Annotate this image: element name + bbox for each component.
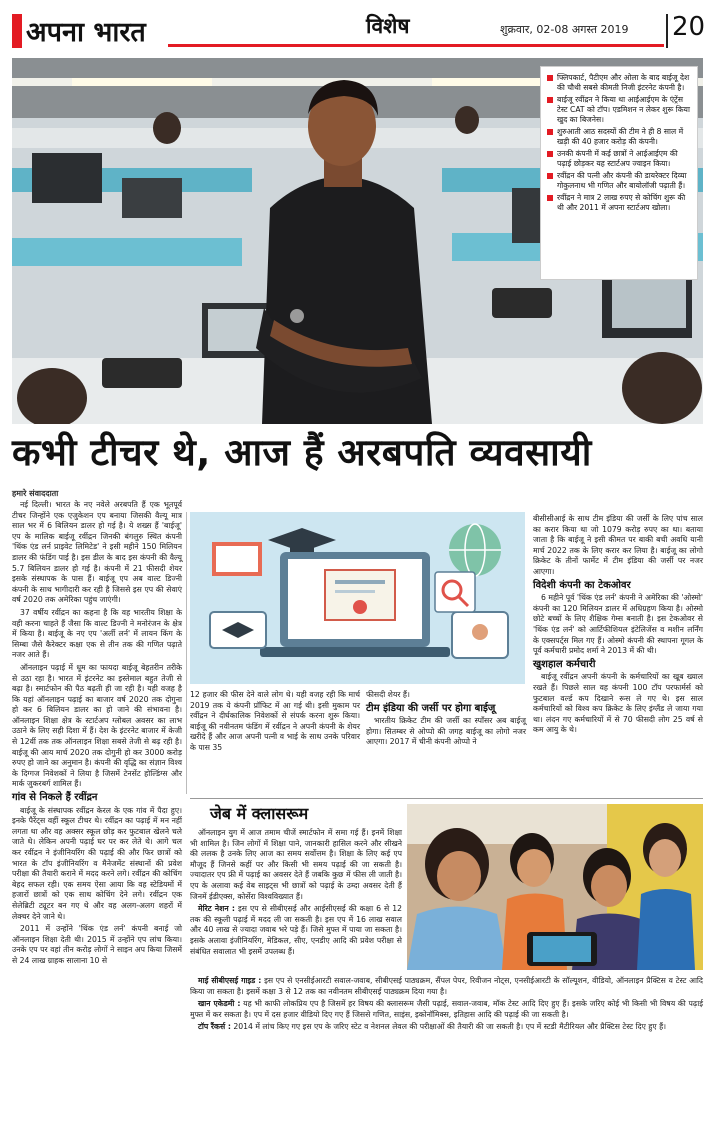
article-column-2b (366, 690, 526, 750)
app-name-label: टॉप रैंकर्स : (198, 1022, 231, 1032)
sidebar-story-column (190, 828, 402, 959)
paragraph: 37 वर्षीय रवींद्रन का कहना है कि वह भारतीय शिक्षा के वही करना चाहते हैं जैसा कि वाल्ट डिज्नी ने मनोरंजन के क्षेत्र में किया है। बाईजू के नए एप 'अर्ली लर्न' में लायन किंग के सिम्बा जैसे कैरेक्टर कक्षा एक से तीन तक की गणित पढ़ाते नजर आते हैं। (12, 607, 182, 660)
fact-item: उनकी कंपनी में कई छात्रों ने आईआईएम की पढ़ाई छोड़कर यह स्टार्टअप ज्वाइन किया। (547, 149, 691, 169)
brand-title: अपना भारत (26, 17, 146, 48)
paragraph: बीसीसीआई के साथ टीम इंडिया की जर्सी के लिए पांच साल का करार किया था जो 1079 करोड़ रुपए का था। बताया जाता है कि बाईजू ने इसी कीमत पर बाकी बची अवधि यानी मार्च 2022 तक के लिए करार कर लिया है। बाईजू का लोगो क्रिकेट के तीनों फार्मेट में टीम इंडिया की जर्सी पर नजर आएगा। (533, 514, 703, 576)
column-divider (186, 512, 187, 794)
facts-list (547, 73, 691, 213)
paragraph: फीसदी शेयर हैं। (366, 690, 410, 699)
fact-item: बाईजू रवींद्रन ने किया था आईआईएम के एंट्रेंस टेस्ट CAT को टॉप। एडमिशन न लेकर शुरू किया खुद का बिजनेस। (547, 95, 691, 125)
paragraph (190, 999, 703, 1020)
article-column-3 (533, 514, 703, 738)
fact-item: रवींद्रन ने मात्र 2 लाख रुपए से कोचिंग शुरू की थी और 2011 में अपना स्टार्टअप खोला। (547, 193, 691, 213)
certificate-icon (325, 570, 395, 620)
fact-item: रवींद्रन की पत्नी और कंपनी की डायरेक्टर दिव्या गोकुलनाथ भी गणित और बायोलॉजी पढ़ाती हैं। (547, 171, 691, 191)
subheading: खुशहाल कर्मचारी (533, 658, 596, 670)
subheading: गांव से निकले हैं रवींद्रन (12, 792, 98, 804)
paragraph: बाईजू के संस्थापक रवींद्रन केरल के एक गांव में पैदा हुए। इनके पैरेंट्स वहीं स्कूल टीचर थे। रवींद्रन का पढ़ाई में मन नहीं लगता था और वह अक्सर स्कूल छोड़ कर फुटबाल खेलने चले जाते थे। लेकिन अपनी पढ़ाई घर पर कर लेते थे। आगे चल कर रवींद्रन ने इंजीनियरिंग की पढ़ाई की और फिर छात्रों को भारत के टॉप इंजीनियरिंग व मैनेजमेंट संस्थानों की प्रवेश परीक्षा की तैयारी कराने में मदद करने लगे। रवींद्रन की कोचिंग बेहद सफल रही। एक समय ऐसा आया कि वह स्टेडियमों में हजारों छात्रों को एक साथ कोचिंग देने लगे। रवींद्रन एक सेलेब्रिटी ट्यूटर बन गए थे और वह अलग-अलग शहरों में लेक्चर देने जाने थे। (12, 805, 182, 921)
app-description: यह भी काफी लोकप्रिय एप है जिसमें हर विषय की क्लासरूम जैसी पढ़ाई, सवाल-जवाब, मॉक टेस्ट आदि दिए हुए हैं। इसके जरिए कोई भी किसी भी विषय की पढ़ाई मुफ्त में कर सकता है। एप में दस हजार वीडियो दिए गए हैं जिससे गणित, साइंस, इकोनॉमिक्स, इतिहास आदि की पढ़ाई की जा सकती है। (190, 999, 703, 1019)
section-title: विशेष (366, 13, 410, 38)
brand-red-bar (12, 14, 22, 48)
tablet-icon (452, 612, 508, 658)
sidebar-story-title: जेब में क्लासरूम (210, 804, 309, 823)
header-rule (168, 44, 664, 47)
app-description: 2014 में लांच किए गए इस एप के जरिए स्टेट व नेशनल लेवल की परीक्षाओं की तैयारी की जा सकती है। एप में स्टडी मैटीरियल और प्रैक्टिस टेस्ट दिए हुए हैं। (230, 1022, 667, 1032)
app-description: इस एप से एनसीईआरटी सवाल-जवाब, सीबीएसई पाठ्यक्रम, सैंपल पेपर, रिवीजन नोट्स, एनसीईआरटी के सॉल्यूशन, वीडियो, ऑनलाइन प्रैक्टिस व टेस्ट आदि किया जा सकता है। इसमें कक्षा 3 से 12 तक का नवीनतम सीबीएसई पाठ्यक्रम दिया गया है। (190, 976, 703, 996)
subheading: विदेशी कंपनी का टेकओवर (533, 579, 631, 591)
globe-icon (449, 524, 501, 576)
paragraph (190, 1022, 703, 1033)
paragraph: भारतीय क्रिकेट टीम की जर्सी का स्पॉंसर अब बाईजू होगा। सितम्बर से ओप्पो की जगह बाईजू का लोगो नजर आएगा। 2017 में चीनी कंपनी ओप्पो ने (366, 716, 526, 747)
page-number-separator (666, 14, 668, 48)
page-number: 20 (672, 12, 706, 42)
elearning-illustration (190, 512, 525, 684)
app-name-label: मेरिट नेशन : (198, 904, 235, 914)
paragraph: ऑनलाइन पढ़ाई में धूम का फायदा बाईजू बेहतरीन तरीके से उठा रहा है। भारत में इंटरनेट का इस्तेमाल बहुत तेजी से बढ़ा है। स्मार्टफोन की पैठ बढ़ती ही जा रही है। यही वजह है कि यहां ऑनलाइन पढ़ाई का बाजार वर्ष 2020 तक दोगुना हो कर 6 बिलियन डालर का हो जाने की संभावना है। ऑनलाइन शिक्षा क्षेत्र के स्टार्टअप ग्लोबल अवसर का लाभ उठाने के लिए सही दिशा में हैं। देश के इंटरनेट बाजार में केजी से 12वीं तक तक ऑनलाइन शिक्षा सबसे तेजी से बढ़ रही है। बाईजू की आय मार्च 2020 तक दोगुनी हो कर 3000 करोड़ रुपए हो जाने का अनुमान है। कंपनी की वृद्धि का संज्ञान विश्व के दिग्गज निवेशकों ने लिया है जिसमें टेनसेंट होल्डिंग्स और मार्क जुकरबर्ग शामिल हैं। (12, 662, 182, 789)
facts-box (540, 66, 698, 280)
paragraph: ऑनलाइन युग में आज तमाम चीजें स्मार्टफोन में समा गई हैं। इनमें शिक्षा भी शामिल है। जिन लोगों में शिक्षा पाने, जानकारी हासिल करने और सीखने की ललक है उनके लिए आज का समय सर्वोत्तम है। शिक्षा के लिए कई एप मौजूद हैं जिनसे कहीं पर और किसी भी समय पढ़ाई की जा सकती है। ज्यादातर एप फ्री में पढ़ाई का अवसर देते हैं जबकि कुछ में फीस ली जाती है। एप के अलावा कई वेब साइट्स भी छात्रों को पढ़ाई के उम्दा अवसर देती हैं जिनमें ईडीएक्स, कोर्सेरा विश्वविख्यात हैं। (190, 828, 402, 901)
children-tablet-photo (407, 804, 703, 970)
children-with-tablet-illustration (407, 804, 703, 970)
article-column-1 (12, 500, 182, 969)
paragraph: 2011 में उन्होंने 'थिंक एंड लर्न' कंपनी बनाई जो ऑनलाइन शिक्षा देती थी। 2015 में उन्होंने एप लांच किया। उनके एप पर वहां तीन करोड़ लोगों ने साइन अप किया जिसमें से 24 लाख ग्राहक सालाना 10 से (12, 924, 182, 965)
byline: हमारे संवाददाता (12, 489, 59, 498)
paragraph (190, 904, 402, 957)
app-name-label: माई सीबीएसई गाइड : (198, 976, 262, 985)
paragraph (190, 976, 703, 997)
quiz-checklist-icon (435, 572, 475, 612)
fact-item: फ्लिपकार्ट, पैटीएम और ओला के बाद बाईजू देश की चौथी सबसे कीमती निजी इंटरनेट कंपनी है। (547, 73, 691, 93)
paragraph: 6 महीने पूर्व 'थिंक एंड लर्न' कंपनी ने अमेरिका की 'ओस्मो' कंपनी का 120 मिलियन डालर में अधिग्रहण किया है। ओस्मो छोटे बच्चों के लिए शैक्षिक गेम्स बनाती है। इस टेकओवर से 'थिंक एंड लर्न' को आर्टिफीशियल इंटेलिजेंस व मशीन लर्निंग के एक्सपर्ट्स मिल गए हैं। ओस्मो कंपनी की स्थापना गूगल के पूर्व कर्मचारी प्रमोद शर्मा ने 2013 में की थी। (533, 593, 703, 656)
app-name-label: खान एकेडमी : (198, 999, 241, 1009)
main-headline: कभी टीचर थे, आज हैं अरबपति व्यवसायी (12, 431, 592, 474)
article-column-2 (190, 690, 360, 756)
paragraph: नई दिल्ली। भारत के नए नवेले अरबपति हैं एक भूतपूर्व टीचर जिन्होंने एक एजुकेशन एप बनाया जिसकी वैल्यू मात्र साल भर में 6 बिलियन डालर हो गई है। ये शख्स हैं 'बाईजू' एप के मालिक बाईजू रवींद्रन जिनकी बंगलुरु स्थित कंपनी 'थिंक एंड लर्न प्राइवेट लिमिटेड' ने इसी महीने 150 मिलियन डालर की फंडिंग पाई है। इस डील के बाद इस कंपनी की वैल्यू 5.7 बिलियन डालर हो गई है। कंपनी में 21 फीसदी शेयर इसके संस्थापक के पास हैं। बाईजू एप अब वाल्ट डिज्नी कंपनी के साथ भागीदारी कर रही है जिससे इस एप की सेवाएं वर्ष 2020 तक अमेरिका पहुंच जाएंगी। (12, 500, 182, 605)
issue-date: शुक्रवार, 02-08 अगस्त 2019 (500, 23, 629, 36)
sidebar-story-wide-text (190, 976, 703, 1035)
paragraph: 12 हजार की फीस देने वाले लोग थे। यही वजह रही कि मार्च 2019 तक ये कंपनी प्रॉफिट में आ गई थी। इसी मुकाम पर रवींद्रन ने दीर्घकालिक निवेशकों से संपर्क करना शुरू किया। बाईजू की नवीनतम फंडिंग में रवींद्रन ने अपनी कंपनी के शेयर खरीदे हैं और आज अपनी पत्नी व भाई के साथ उनके परिवार के पास 35 (190, 690, 360, 752)
elearning-graphic (190, 512, 525, 684)
paragraph: बाईजू रवींद्रन अपनी कंपनी के कर्मचारियों का खूब ख्याल रखते हैं। पिछले साल वह कंपनी 100 टॉप परफार्मर्स को फुटबाल वर्ल्ड कप दिखाने रूस ले गए थे। इस साल कर्मचारियों को विश्व कप क्रिकेट के लिए इंग्लैंड ले जाया गया था। लंदन गए कर्मचारियों में से 70 फीसदी लोग 25 वर्ष से कम आयु के थे। (533, 672, 703, 735)
fact-item: शुरुआती आठ सदस्यों की टीम ने ही 8 साल में खड़ी की 40 हजार करोड़ की कंपनी। (547, 127, 691, 147)
masthead-brand (12, 14, 172, 48)
app-description: इस एप से सीबीएसई और आईसीएसई की कक्षा 6 से 12 तक की स्कूली पढ़ाई में मदद ली जा सकती है। इस एप में 16 लाख सवाल और 40 लाख से ज्यादा जवाब भरे पड़े हैं। जिसे मुफ्त में पाया जा सकता है। इसके अलावा इंजीनियरिंग, मेडिकल, सीए, एनडीए आदि की प्रवेश परीक्षा से संबंधित सवालात भी इसमें उपलब्ध हैं। (190, 904, 402, 956)
subheading: टीम इंडिया की जर्सी पर होगा बाईजू (366, 702, 496, 714)
